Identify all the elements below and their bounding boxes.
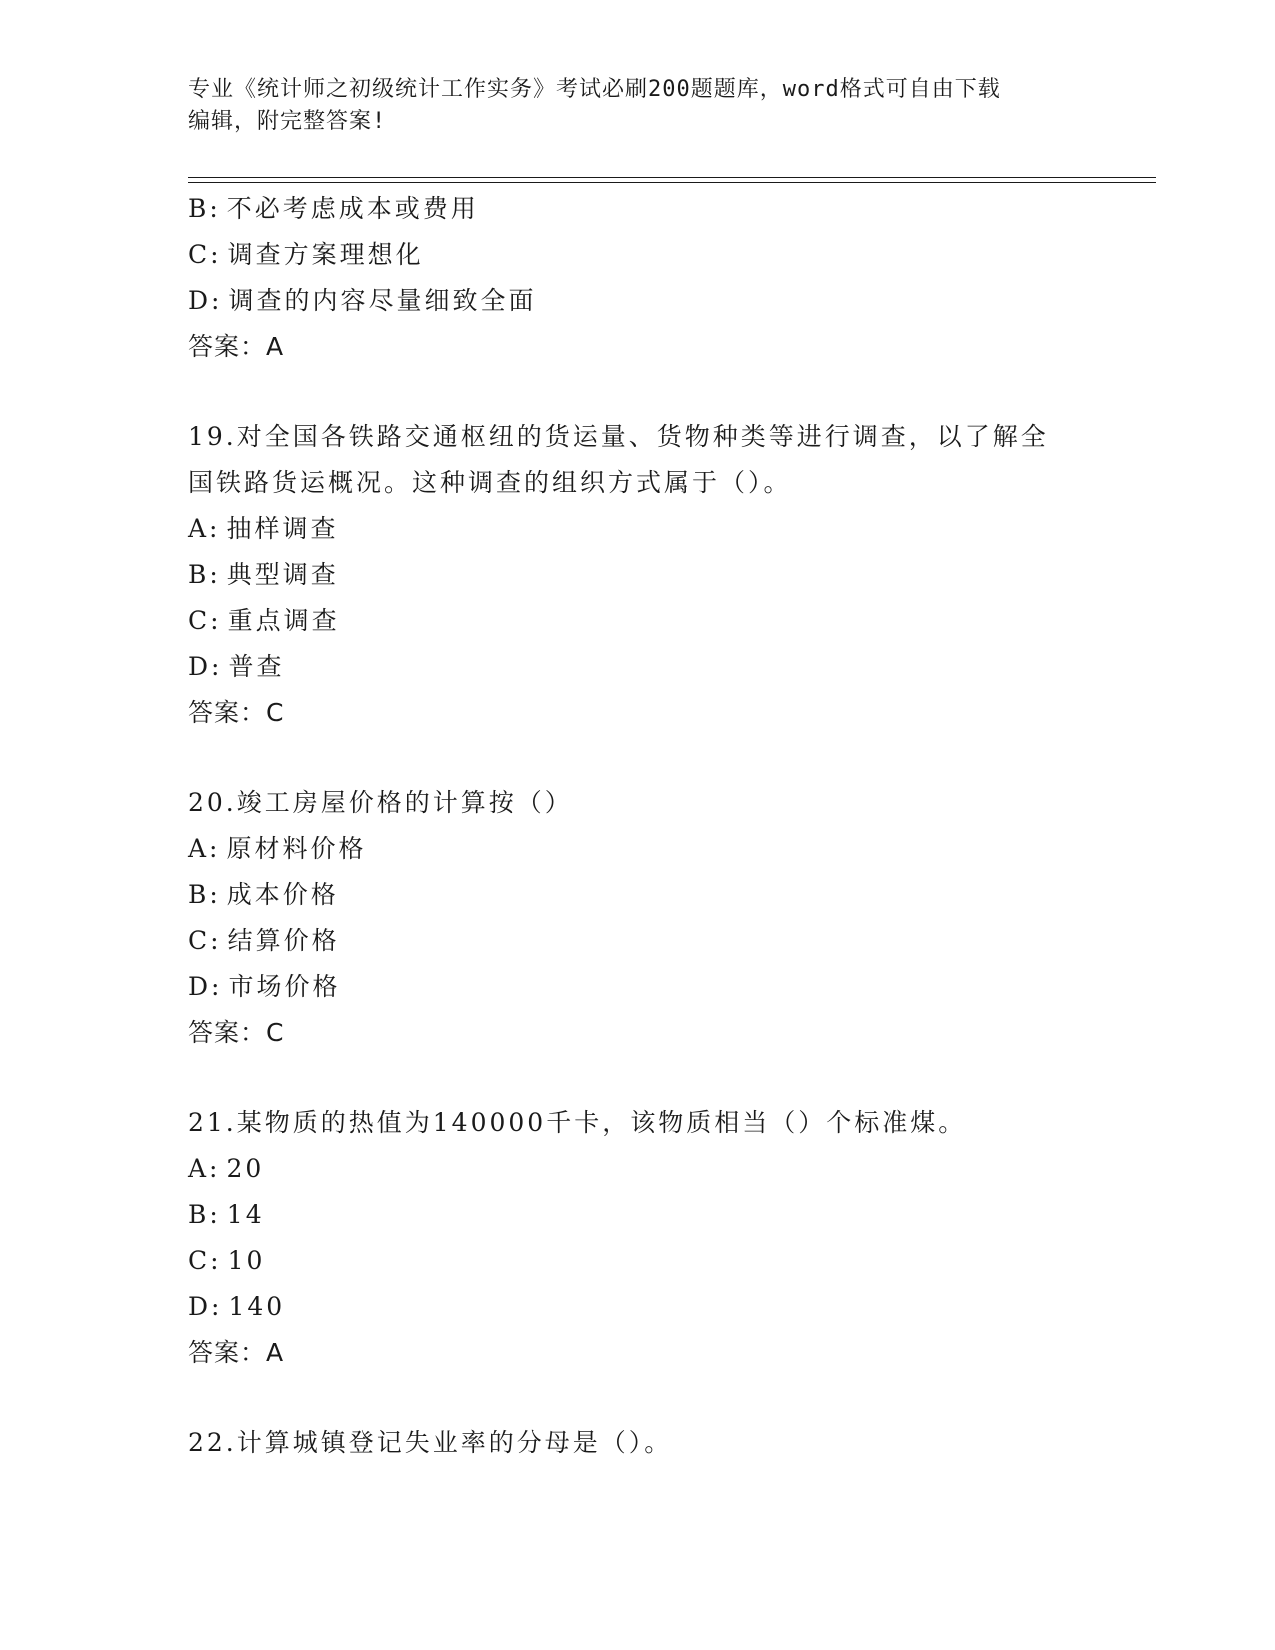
option-label: A: (188, 514, 221, 543)
header-divider-bottom (188, 182, 1156, 183)
question-18-continued (188, 186, 1088, 370)
option-label: A: (188, 1154, 221, 1183)
option-d (188, 644, 1088, 690)
question-text-line: 21.某物质的热值为140000千卡，该物质相当（）个标准煤。 (188, 1108, 967, 1137)
option-c (188, 598, 1088, 644)
option-text: 抽样调查 (226, 514, 339, 543)
option-d (188, 1284, 1088, 1330)
question-text-line: 19.对全国各铁路交通枢纽的货运量、货物种类等进行调查，以了解全 (188, 422, 1049, 451)
option-text: 原材料价格 (226, 834, 367, 863)
option-label: C: (188, 240, 222, 269)
spacer (188, 1376, 1088, 1420)
option-label: B: (188, 880, 221, 909)
question-19 (188, 414, 1088, 736)
option-d (188, 964, 1088, 1010)
question-20 (188, 780, 1088, 1056)
spacer (188, 736, 1088, 780)
header-divider-top (188, 177, 1156, 178)
option-label: C: (188, 1246, 222, 1275)
option-label: D: (188, 652, 223, 681)
option-label: C: (188, 926, 222, 955)
option-text: 结算价格 (227, 926, 340, 955)
option-text: 140 (228, 1292, 286, 1321)
option-label: C: (188, 606, 222, 635)
option-c (188, 918, 1088, 964)
option-text: 14 (226, 1200, 265, 1229)
option-label: B: (188, 560, 221, 589)
question-text-line: 20.竣工房屋价格的计算按（） (188, 788, 573, 817)
option-label: D: (188, 286, 223, 315)
option-text: 市场价格 (228, 972, 341, 1001)
document-header (188, 74, 1068, 138)
spacer (188, 1056, 1088, 1100)
header-line-1: 专业《统计师之初级统计工作实务》考试必刷200题题库，word格式可自由下载 (188, 77, 1001, 102)
option-text: 10 (227, 1246, 266, 1275)
option-a (188, 1146, 1088, 1192)
header-line-2: 编辑，附完整答案! (188, 109, 387, 134)
question-text-line: 国铁路货运概况。这种调查的组织方式属于（）。 (188, 468, 792, 497)
answer-line: 答案：C (188, 698, 285, 727)
option-text: 调查方案理想化 (227, 240, 424, 269)
option-label: A: (188, 834, 221, 863)
question-text-line: 22.计算城镇登记失业率的分母是（）。 (188, 1428, 673, 1457)
option-label: B: (188, 1200, 221, 1229)
spacer (188, 370, 1088, 414)
document-body (188, 186, 1088, 1466)
option-text: 典型调查 (226, 560, 339, 589)
option-b (188, 1192, 1088, 1238)
option-label: B: (188, 194, 221, 223)
option-label: D: (188, 972, 223, 1001)
option-text: 成本价格 (226, 880, 339, 909)
option-b (188, 186, 1088, 232)
answer-line: 答案：C (188, 1018, 285, 1047)
option-text: 20 (226, 1154, 265, 1183)
option-text: 重点调查 (227, 606, 340, 635)
answer-line: 答案：A (188, 332, 285, 361)
option-a (188, 826, 1088, 872)
option-b (188, 872, 1088, 918)
option-c (188, 1238, 1088, 1284)
answer-line: 答案：A (188, 1338, 285, 1367)
option-text: 普查 (228, 652, 285, 681)
option-b (188, 552, 1088, 598)
option-text: 不必考虑成本或费用 (226, 194, 479, 223)
question-21 (188, 1100, 1088, 1376)
option-c (188, 232, 1088, 278)
option-a (188, 506, 1088, 552)
option-text: 调查的内容尽量细致全面 (228, 286, 537, 315)
option-d (188, 278, 1088, 324)
question-22 (188, 1420, 1088, 1466)
option-label: D: (188, 1292, 223, 1321)
